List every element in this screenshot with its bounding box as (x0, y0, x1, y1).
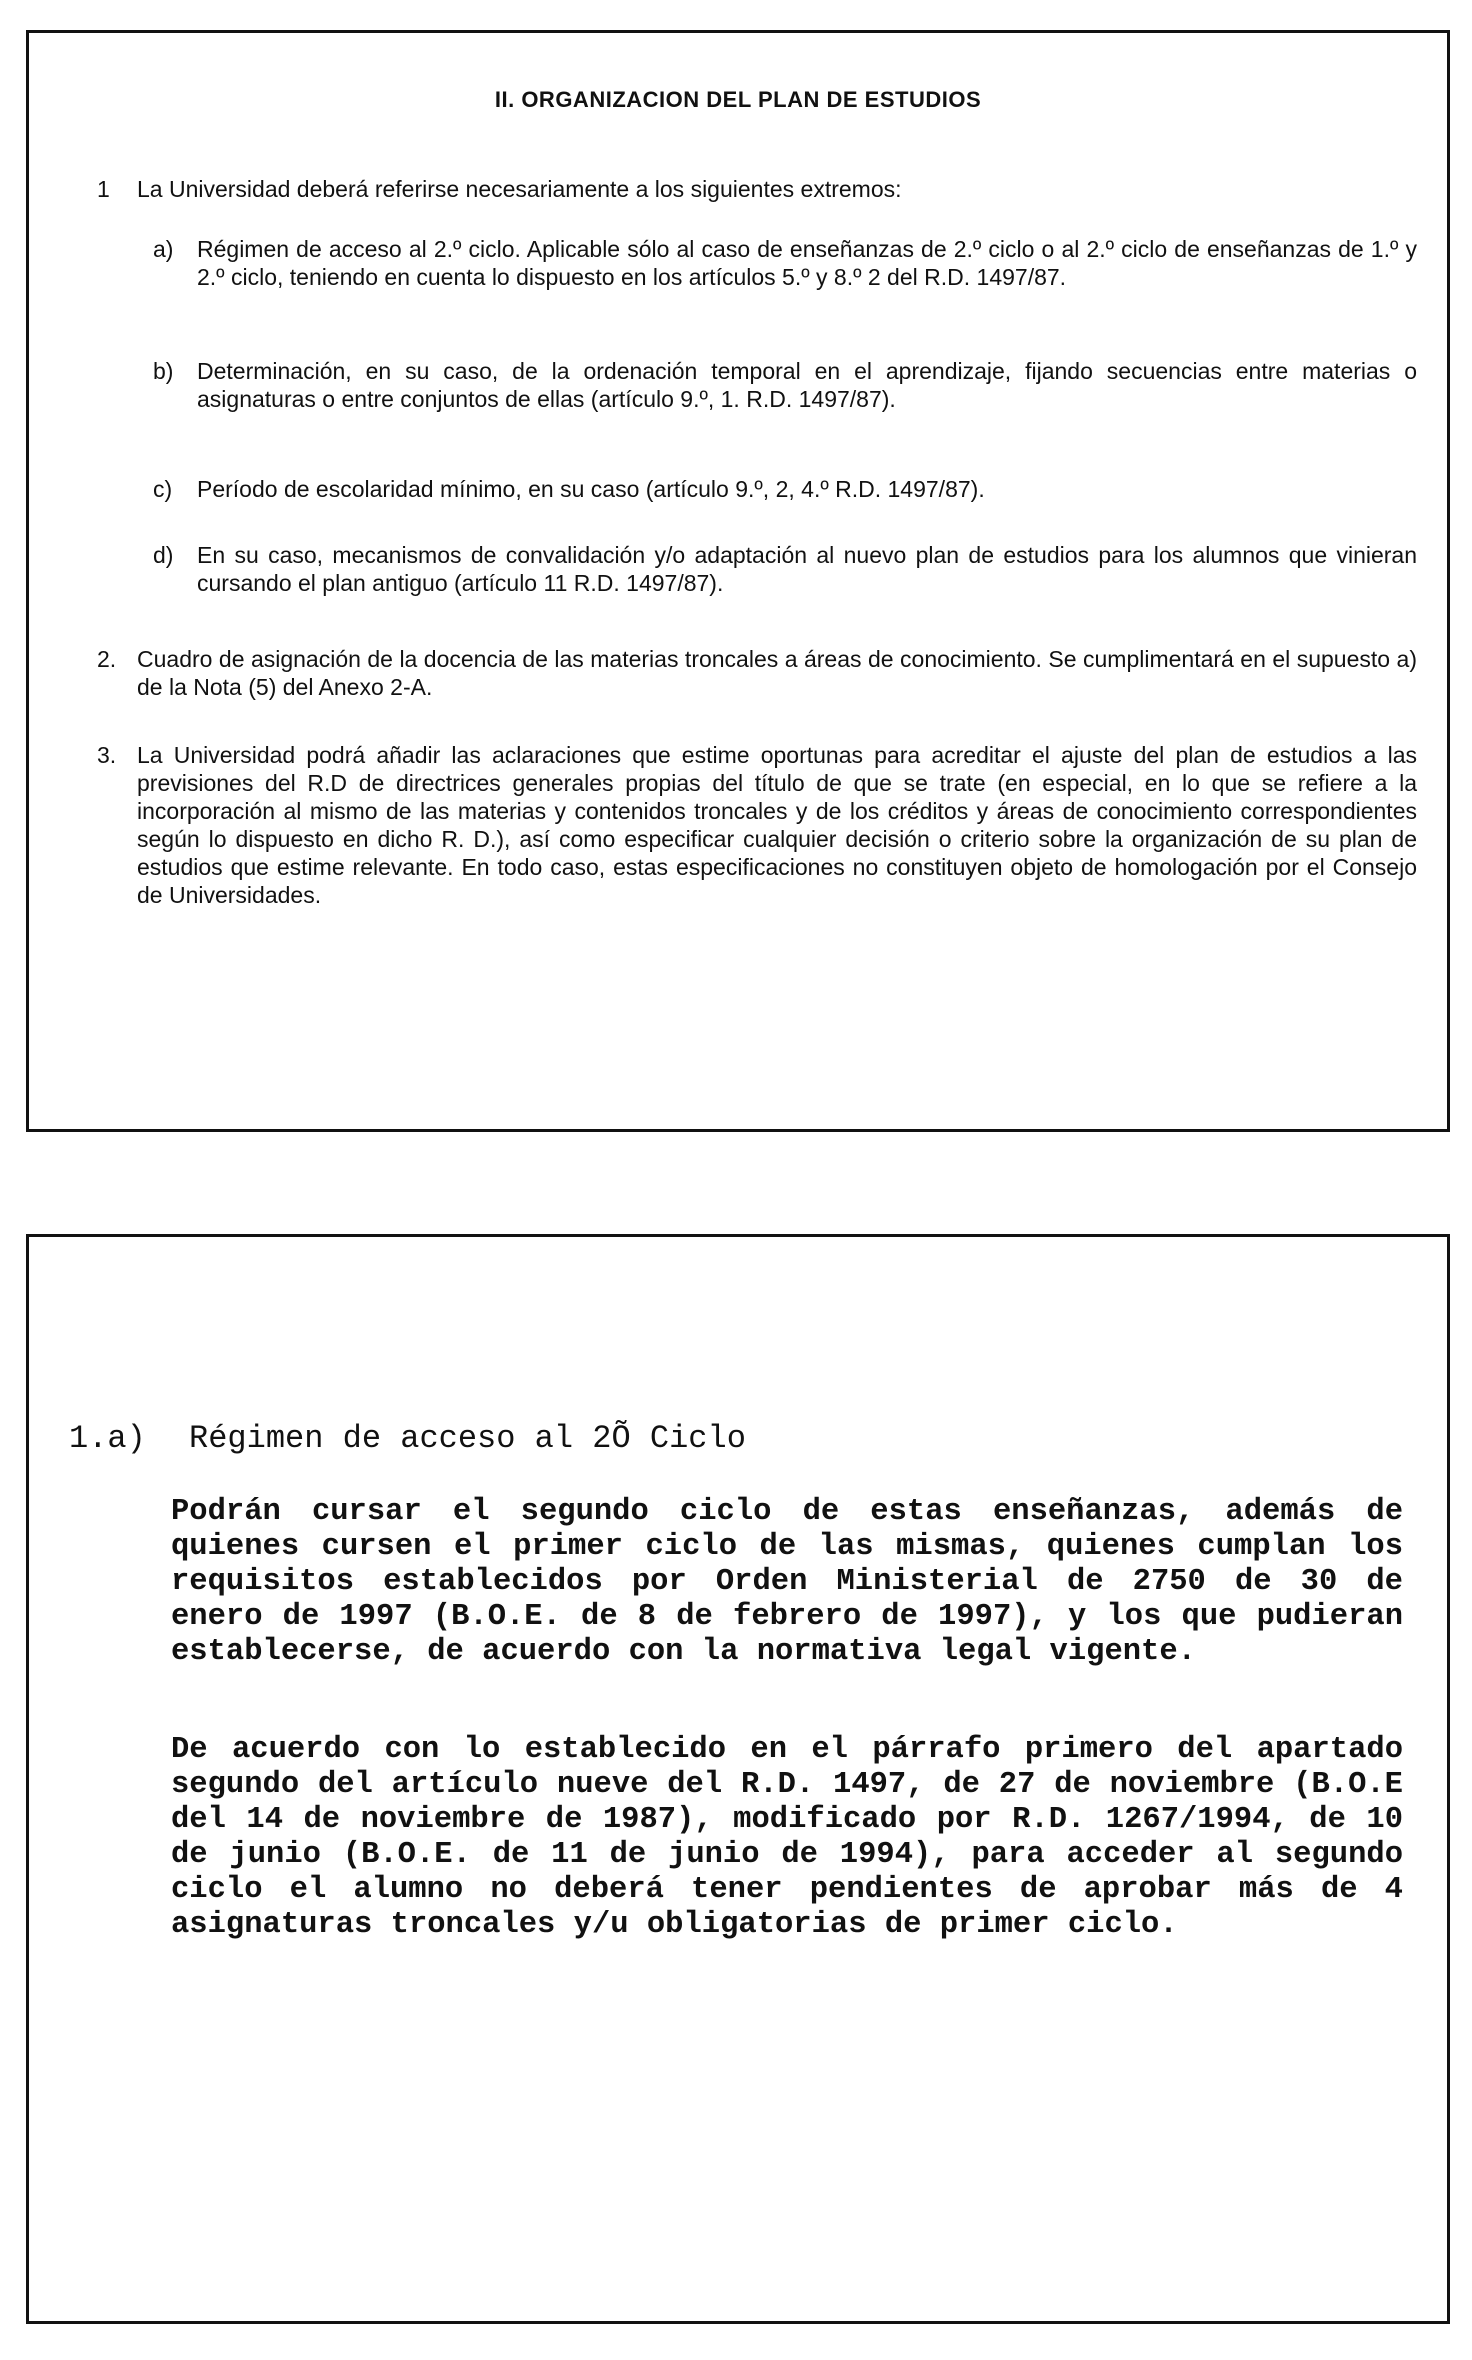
subitem-a (153, 235, 1417, 291)
item-2 (97, 645, 1417, 701)
subitem-d-label: d) (153, 542, 174, 568)
access-heading (69, 1421, 746, 1457)
item-3 (97, 741, 1417, 909)
item-1-text: La Universidad deberá referirse necesariamente a los siguientes extremos: (137, 176, 902, 202)
subitem-c (153, 475, 1417, 503)
access-regime-box (26, 1234, 1450, 2324)
item-2-text: Cuadro de asignación de la docencia de las materias troncales a áreas de conocimiento. Se cumplimentará en el supuesto a) de la Nota (5) del Anexo 2-A. (137, 646, 1417, 700)
subitem-d (153, 541, 1417, 597)
subitem-a-label: a) (153, 236, 174, 262)
subitem-b-text: Determinación, en su caso, de la ordenación temporal en el aprendizaje, fijando secuencias entre materias o asignaturas o entre conjuntos de ellas (artículo 9.º, 1. R.D. 1497/87). (197, 358, 1417, 412)
organization-plan-box (26, 30, 1450, 1132)
access-heading-number: 1.a) (69, 1420, 146, 1457)
subitem-b (153, 357, 1417, 413)
item-3-text: La Universidad podrá añadir las aclaraciones que estime oportunas para acreditar el ajuste del plan de estudios a las previsiones del R.D de directrices generales propias del título de que se trate (en especial, en lo que se refiere a la incorporación al mismo de las materias y contenidos troncales y de los créditos y áreas de conocimiento correspondientes según lo dispuesto en dicho R. D.), así como especificar cualquier decisión o criterio sobre la organización de su plan de estudios que estime relevante. En todo caso, estas especificaciones no constituyen objeto de homologación por el Consejo de Universidades. (137, 742, 1417, 908)
subitem-a-text: Régimen de acceso al 2.º ciclo. Aplicable sólo al caso de enseñanzas de 2.º ciclo o al 2.º ciclo de enseñanzas de 1.º y 2.º ciclo, teniendo en cuenta lo dispuesto en los artículos 5.º y 8.º 2 del R.D. 1497/87. (197, 236, 1417, 290)
subitem-c-text: Período de escolaridad mínimo, en su caso (artículo 9.º, 2, 4.º R.D. 1497/87). (197, 476, 985, 502)
access-heading-text: Régimen de acceso al 2Õ Ciclo (189, 1420, 746, 1457)
subitem-c-label: c) (153, 476, 173, 502)
section-title: II. ORGANIZACION DEL PLAN DE ESTUDIOS (494, 87, 982, 112)
subitem-d-text: En su caso, mecanismos de convalidación y/o adaptación al nuevo plan de estudios para los alumnos que vinieran cursando el plan antiguo (artículo 11 R.D. 1497/87). (197, 542, 1417, 596)
item-2-number: 2. (97, 646, 117, 672)
item-1 (97, 175, 1417, 203)
item-3-number: 3. (97, 742, 117, 768)
item-1-number: 1 (97, 176, 110, 202)
access-paragraph-2: De acuerdo con lo establecido en el párrafo primero del apartado segundo del artículo nueve del R.D. 1497, de 27 de noviembre (B.O.E del 14 de noviembre de 1987), modificado por R.D. 1267/1994, de 10 de junio (B.O.E. de 11 de junio de 1994), para acceder al segundo ciclo el alumno no deberá tener pendientes de aprobar más de 4 asignaturas troncales y/u obligatorias de primer ciclo. (171, 1733, 1403, 1942)
subitem-b-label: b) (153, 358, 174, 384)
access-paragraph-1: Podrán cursar el segundo ciclo de estas enseñanzas, además de quienes cursen el primer ciclo de las mismas, quienes cumplan los requisitos establecidos por Orden Ministerial de 2750 de 30 de enero de 1997 (B.O.E. de 8 de febrero de 1997), y los que pudieran establecerse, de acuerdo con la normativa legal vigente. (171, 1495, 1403, 1669)
